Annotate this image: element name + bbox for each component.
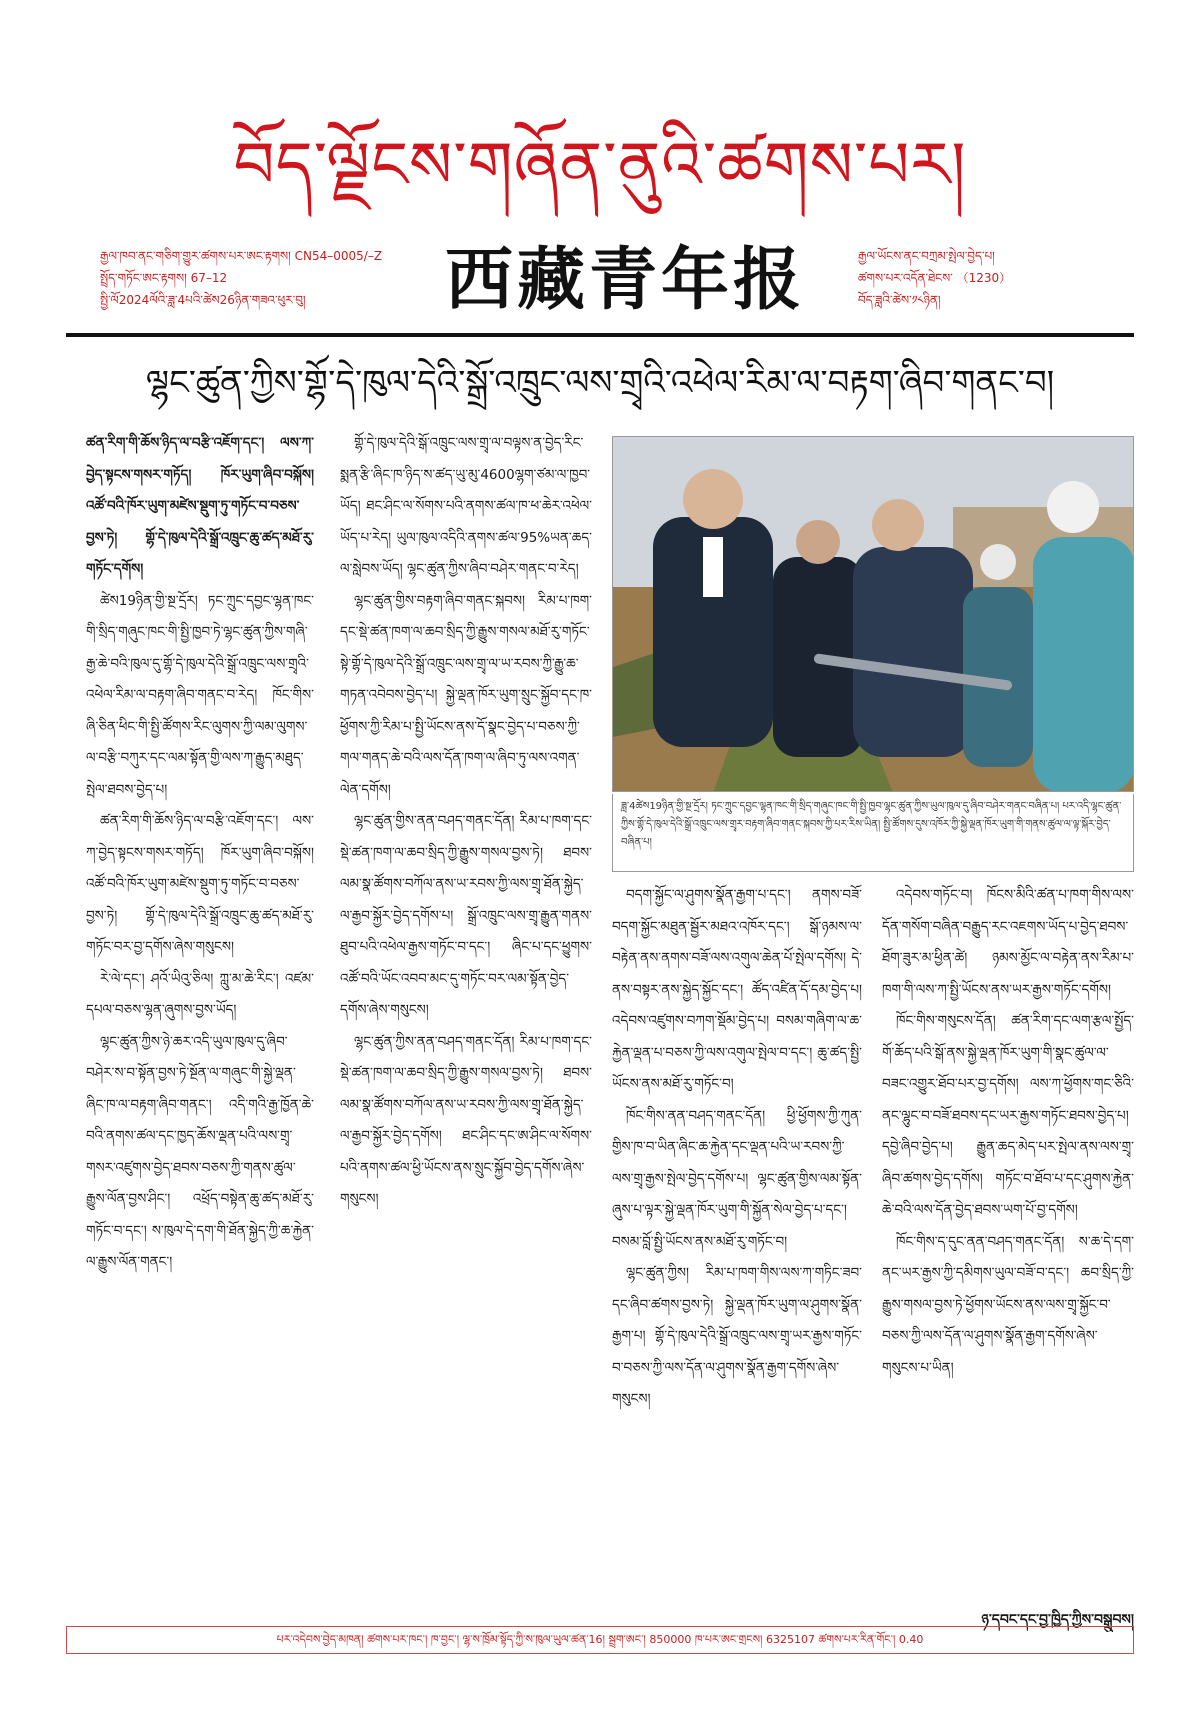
article-byline: ཉ་དབང་དང་བྱ་ཁྱིད་ཀྱིས་བསྒྲུབས། bbox=[981, 1612, 1134, 1628]
article-paragraph: ལྷང་ཚུན་ཀྱིས་ཉེ་ཆར་འདི་ཡུལ་ཁུལ་དུ་ཞིབ་བཤེར་ས་བ་སྟོན་བྱས་ཏེ་སྔོན་ལ་གཞུང་གི་སྐྱེ་ལྡན་ཞིང་ཁ་ལ་བརྟག་ཞིབ་གནང་། འདི་གའི་རྒྱ་ཁྱོན་ཆེ་བའི་ནགས་ཚལ་དང་ཁྱད་ཆོས་ལྡན་པའི་ལས་གྲྭ་གསར་འཛུགས་བྱེད་ཐབས་བཅས་ཀྱི་གནས་ཚུལ་རྒྱུས་ལོན་བྱས་ཤིང་། འཕྲོད་བསྟེན་ཆུ་ཚད་མཐོ་རུ་གཏོང་བ་དང་། ས་ཁུལ་དེ་དག་གི་ཐོན་སྐྱེད་ཀྱི་ཆ་རྐྱེན་ལ་རྒྱུས་ལོན་གནང་། bbox=[86, 1033, 314, 1270]
article-paragraph: འདེབས་གཏོང་བ། ཁོངས་མིའི་ཚན་པ་ཁག་གིས་ལས་དོན་གསོག་བཞིན་བརྒྱུད་རང་འཇགས་ཡོད་པ་བྱེད་ཐབས་ཐོག་ཟུར་མ་ཕྱིན་ཚེ། ཉམས་མྱོང་ལ་བརྟེན་ནས་རིམ་པ་ཁག་གི་ལས་ཀ་སྤྱི་ཡོངས་ནས་ཡར་རྒྱས་གཏོང་དགོས། bbox=[882, 887, 1134, 998]
masthead-info-right bbox=[858, 245, 1148, 311]
article-lead-paragraph: ཚན་རིག་གི་ཆོས་ཉིད་ལ་བརྩི་འཇོག་དང་། ལས་ཀ་བྱེད་སྟངས་གསར་གཏོད། ཁོར་ཡུག་ཞིབ་བསྐོས། འཚོ་བའི་ཁོར་ཡུག་མཛེས་སྡུག་ཏུ་གཏོང་བ་བཅས་བྱས་ཏེ། གྷོ་དེ་ཁུལ་དེའི་སྒྲོ་འཁྲུང་ཆུ་ཚད་མཐོ་རུ་གཏོང་དགོས། bbox=[86, 435, 314, 577]
masthead-tibetan-title: བོད་ལྗོངས་གཞོན་ནུའི་ཚགས་པར། bbox=[233, 129, 967, 203]
article-paragraph: ལྷང་ཚུན་གྱིས་ནན་བཤད་གནང་དོན། རིམ་པ་ཁག་དང་སྡེ་ཚན་ཁག་ལ་ཆབ་སྲིད་ཀྱི་རྒྱུས་གསལ་བྱས་ཏེ། ཐབས་ལམ་སྣ་ཚོགས་བཀོལ་ནས་ཡ་རབས་ཀྱི་ལས་གྲྭ་ཐོན་སྐྱེད་ལ་རྒྱབ་སྐྱོར་བྱེད་དགོས་པ། སྒྲོ་འཁྲུང་ལས་གྲྭ་རྒྱུན་གནས་ཐུབ་པའི་འཕེལ་རྒྱས་གཏོང་བ་དང་། ཞིང་པ་དང་ཕྱུགས་འཚོ་བའི་ཡོང་འབབ་མང་དུ་གཏོང་བར་ལམ་སྟོན་བྱེད་དགོས་ཞེས་གསུངས། bbox=[340, 813, 592, 1018]
article-paragraph: ལྷང་ཚུན་ཀྱིས་ནན་བཤད་གནང་དོན། རིམ་པ་ཁག་དང་སྡེ་ཚན་ཁག་ལ་ཆབ་སྲིད་ཀྱི་རྒྱུས་གསལ་བྱས་ཏེ། ཐབས་ལམ་སྣ་ཚོགས་བཀོལ་ནས་ཡ་རབས་ཀྱི་ལས་གྲྭ་ཐོན་སྐྱེད་ལ་རྒྱབ་སྐྱོར་བྱེད་དགོས། ཐང་ཤིང་དང་ཨ་ཤིང་ལ་སོགས་པའི་ནགས་ཚལ་ཕྱི་ཡོངས་ནས་སྲུང་སྐྱོབ་བྱེད་དགོས་ཞེས་གསུངས། bbox=[340, 1033, 592, 1207]
article-column-2 bbox=[340, 428, 592, 1618]
article-photo bbox=[612, 436, 1134, 792]
article-paragraph: ཁོང་གིས་ད་དུང་ནན་བཤད་གནང་དོན། ས་ཆ་དེ་དག་ནང་ཡར་རྒྱས་ཀྱི་དམིགས་ཡུལ་བཟོ་བ་དང་། ཆབ་སྲིད་ཀྱི་རྒྱུས་གསལ་བྱས་ཏེ་ཕྱོགས་ཡོངས་ནས་ལས་གྲྭ་སྐྱོང་བ་བཅས་ཀྱི་ལས་དོན་ལ་ཤུགས་སྣོན་རྒྱག་དགོས་ཞེས་གསུངས་པ་ཡིན། bbox=[882, 1233, 1134, 1376]
info-row: སྤྱི་ལོ2024ལོའི་ཟླ་4པའི་ཚེས26ཉིན་གཟའ་ཕུར་བུ། bbox=[100, 293, 306, 307]
article-paragraph: རེ་ལེ་དང་། ཤའོ་ཡིའུ་ཅིལ། ཀླུ་མ་ཆེ་རིང་། འཛམ་དཔལ་བཅས་ལྷན་ཞུགས་བྱས་ཡོད། bbox=[86, 970, 314, 1018]
article-paragraph: གྷོ་དེ་ཁུལ་དེའི་སྒོ་འཁྲུང་ལས་གྲྭ་ལ་བལྟས་ན་བྱེད་རིང་སྨན་རྩི་ཞིང་ཁ་ཉིད་ས་ཚད་ཡུ་མུ་4600ལྷག་ཙམ་ལ་ཁྱབ་ཡོད། ཐང་ཤིང་ལ་སོགས་པའི་ནགས་ཚལ་ཁ་ཕ་ཆེར་འཕེལ་ཡོད་པ་རེད། ཡུལ་ཁུལ་འདིའི་ནགས་ཚལ་95%ཡན་ཆད་ལ་སླེབས་ཡོད། ལྷང་ཚུན་ཀྱིས་ཞིབ་བཤེར་གནང་བ་རེད། bbox=[340, 435, 592, 577]
masthead-info-left bbox=[100, 245, 430, 311]
info-row: རྒྱལ་ཁབ་ནང་གཅིག་གྱུར་ཚགས་པར་ཨང་རྟགས། CN54–0005/–Z bbox=[100, 249, 383, 263]
info-row: རྒྱལ་ཡོངས་ནང་བཀྲམ་སྤེལ་བྱེད་པ། bbox=[858, 249, 995, 263]
info-row: སྤྲོད་གཏོང་ཨང་རྟགས། 67–12 bbox=[100, 271, 228, 285]
article-paragraph: བདག་སྐྱོང་ལ་ཤུགས་སྣོན་རྒྱག་པ་དང་། ནགས་བཟོ་བདག་སྐྱོང་མཐུན་སྦྱོར་མཐའ་འཁོར་དང་། སྒོ་ཉམས་ལ་བརྟེན་ནས་ནགས་བཟོ་ལས་འགུལ་ཆེན་པོ་སྤེལ་དགོས། དེ་ནས་བསྟར་ནས་སྐྱེད་སྐྱོང་དང་། ཚོད་འཛིན་དོ་དམ་བྱེད་པ། འདེབས་འཛུགས་བཀག་སྡོམ་བྱེད་པ། བསམ་གཞིག་ལ་ཆ་རྐྱེན་ལྡན་པ་བཅས་ཀྱི་ལས་འགུལ་སྤེལ་བ་དང་། ཆུ་ཚད་སྤྱི་ཡོངས་ནས་མཐོ་རུ་གཏོང་བ། bbox=[612, 887, 862, 1092]
publisher-footer: པར་འདེབས་བྱེད་མཁན། ཚགས་པར་ཁང་། ཁ་བྱང་། ལྷ་ས་ཁྲོམ་སྟོད་ཀྱི་ས་ཁུལ་ཡུལ་ཚན་16། སྦྲག་ཨང་། 850000 ཁ་པར་ཨང་གྲངས། 6325107 ཚགས་པར་རིན་གོང་། 0.40 bbox=[66, 1626, 1134, 1654]
info-row: བོད་ཟླའི་ཚེས་༡༨ཉིན། bbox=[858, 293, 941, 307]
article-column-1 bbox=[86, 428, 314, 1618]
article-headline: ལྷང་ཚུན་ཀྱིས་གྷོ་དེ་ཁུལ་དེའི་སྒྲོ་འཁྲུང་ལས་གྲྭའི་འཕེལ་རིམ་ལ་བརྟག་ཞིབ་གནང་བ། bbox=[145, 363, 1055, 403]
article-column-4 bbox=[882, 880, 1134, 1618]
article-paragraph: ཁོང་གིས་ནན་བཤད་གནང་དོན། ཕྱི་ཕྱོགས་ཀྱི་ཀུན་གྱིས་ཁ་བ་ཡིན་ཞིང་ཆ་རྐྱེན་དང་ལྡན་པའི་ཡ་རབས་ཀྱི་ལས་གྲྭ་རྒྱས་སྤེལ་བྱེད་དགོས་པ། ལྷང་ཚུན་གྱིས་ལམ་སྟོན་ཞུས་པ་ལྟར་སྐྱེ་ལྡན་ཁོར་ཡུག་གི་སྐྱོན་སེལ་བྱེད་པ་དང་། བསམ་བློ་སྤྱི་ཡོངས་ནས་མཐོ་རུ་གཏོང་བ། bbox=[612, 1107, 862, 1250]
article-paragraph: ལྷང་ཚུན་ཀྱིས། རིམ་པ་ཁག་གིས་ལས་ཀ་གཏིང་ཟབ་དང་ཞིབ་ཚགས་བྱས་ཏེ། སྐྱེ་ལྡན་ཁོར་ཡུག་ལ་ཤུགས་སྣོན་རྒྱག་པ། གྷོ་དེ་ཁུལ་དེའི་སྒྲོ་འཁྲུང་ལས་གྲྭ་ཡར་རྒྱས་གཏོང་བ་བཅས་ཀྱི་ལས་དོན་ལ་ཤུགས་སྣོན་རྒྱག་དགོས་ཞེས་གསུངས། bbox=[612, 1265, 862, 1407]
info-row: ཚགས་པར་འདོན་ཐེངས་ （1230） bbox=[858, 271, 1012, 285]
masthead-divider bbox=[66, 333, 1134, 337]
photo-caption: ཟླ་4ཚེས19ཉིན་གྱི་སྔ་དྲོར། ཏང་ཀྲུང་དབྱང་ལྷན་ཁང་གི་སྲིད་གཞུང་ཁང་གི་སྤྱི་ཁྱབ་ལྷང་ཚུན་ཀྱིས་ཡུལ་ཁུལ་དུ་ཞིབ་བཤེར་གནང་བཞིན་པ། པར་འདི་ལྷང་ཚུན་ཀྱིས་གྷོ་དེ་ཁུལ་དེའི་སྒྲོ་འཁྲུང་ལས་གྲྭར་བརྟག་ཞིབ་གནང་སྐབས་ཀྱི་པར་རིས་ཡིན། སྤྱི་ཚོགས་དུས་འཁོར་ཀྱི་སྐྱེ་ལྡན་ཁོར་ཡུག་གི་གནས་ཚུལ་ལ་ལྟ་སྐོར་བྱེད་བཞིན་པ། bbox=[612, 794, 1134, 872]
article-paragraph: ཁོང་གིས་གསུངས་དོན། ཚན་རིག་དང་ལག་རྩལ་སྤྱོད་གོ་ཆོད་པའི་སྒོ་ནས་སྐྱེ་ལྡན་ཁོར་ཡུག་གི་སྣང་ཚུལ་ལ་བཟང་འགྱུར་ཐོབ་པར་བྱ་དགོས། ལས་ཀ་ཕྱོགས་གང་ཅིའི་ནང་ལྷུང་བ་བཟོ་ཐབས་དང་ཡར་རྒྱས་གཏོང་ཐབས་བྱེད་པ། དབྱེ་ཞིབ་བྱེད་པ། རྒྱུན་ཆད་མེད་པར་སྤེལ་ནས་ལས་གྲྭ་ཞིབ་ཚགས་བྱེད་དགོས། གཏོང་བ་ཐོབ་པ་དང་ཤུགས་རྐྱེན་ཆེ་བའི་ལས་དོན་བྱེད་ཐབས་ཡག་པོ་བྱ་དགོས། bbox=[882, 1013, 1134, 1218]
article-paragraph: ཚན་རིག་གི་ཆོས་ཉིད་ལ་བརྩི་འཇོག་དང་། ལས་ཀ་བྱེད་སྟངས་གསར་གཏོད། ཁོར་ཡུག་ཞིབ་བསྐོས། འཚོ་བའི་ཁོར་ཡུག་མཛེས་སྡུག་ཏུ་གཏོང་བ་བཅས་བྱས་ཏེ། གྷོ་དེ་ཁུལ་དེའི་སྒྲོ་འཁྲུང་ཆུ་ཚད་མཐོ་རུ་གཏོང་བར་བྱ་དགོས་ཞེས་གསུངས། bbox=[86, 813, 314, 955]
article-paragraph: ཚེས19ཉིན་གྱི་སྔ་དྲོར། ཏང་ཀྲུང་དབྱང་ལྷན་ཁང་གི་སྲིད་གཞུང་ཁང་གི་སྤྱི་ཁྱབ་ཏེ་ལྷང་ཚུན་ཀྱིས་གཞི་རྒྱ་ཆེ་བའི་ཁུལ་དུ་གྷོ་དེ་ཁུལ་དེའི་སྒྲོ་འཁྲུང་ལས་གྲྭའི་འཕེལ་རིམ་ལ་བརྟག་ཞིབ་གནང་བ་རེད། ཁོང་གིས་ཞི་ཅིན་ཕིང་གི་སྤྱི་ཚོགས་རིང་ལུགས་ཀྱི་ལམ་ལུགས་ལ་བརྩི་བཀུར་དང་ལམ་སྟོན་གྱི་ལས་ཀ་རྒྱུད་མཐུད་སྤེལ་ཐབས་བྱེད་པ། bbox=[86, 592, 314, 798]
chinese-newspaper-title: 西藏青年报 bbox=[444, 240, 805, 320]
article-column-3 bbox=[612, 880, 862, 1618]
article-paragraph: ལྷང་ཚུན་གྱིས་བརྟག་ཞིབ་གནང་སྐབས། རིམ་པ་ཁག་དང་སྡེ་ཚན་ཁག་ལ་ཆབ་སྲིད་ཀྱི་རྒྱུས་གསལ་མཐོ་རུ་གཏོང་སྟེ་གྷོ་དེ་ཁུལ་དེའི་སྒྲོ་འཁྲུང་ལས་གྲྭ་ལ་ཡ་རབས་ཀྱི་རྒྱུ་ཆ་གཏན་འབེབས་བྱེད་པ། སྐྱེ་ལྡན་ཁོར་ཡུག་སྲུང་སྐྱོབ་དང་ཁ་ཕྱོགས་ཀྱི་རིམ་པ་སྤྱི་ཡོངས་ནས་དོ་སྣང་བྱེད་པ་བཅས་ཀྱི་གལ་གནད་ཆེ་བའི་ལས་དོན་ཁག་ལ་ཞིབ་ཏུ་ལས་འགན་ལེན་དགོས། bbox=[340, 592, 592, 798]
photo-illustration bbox=[613, 437, 1134, 792]
